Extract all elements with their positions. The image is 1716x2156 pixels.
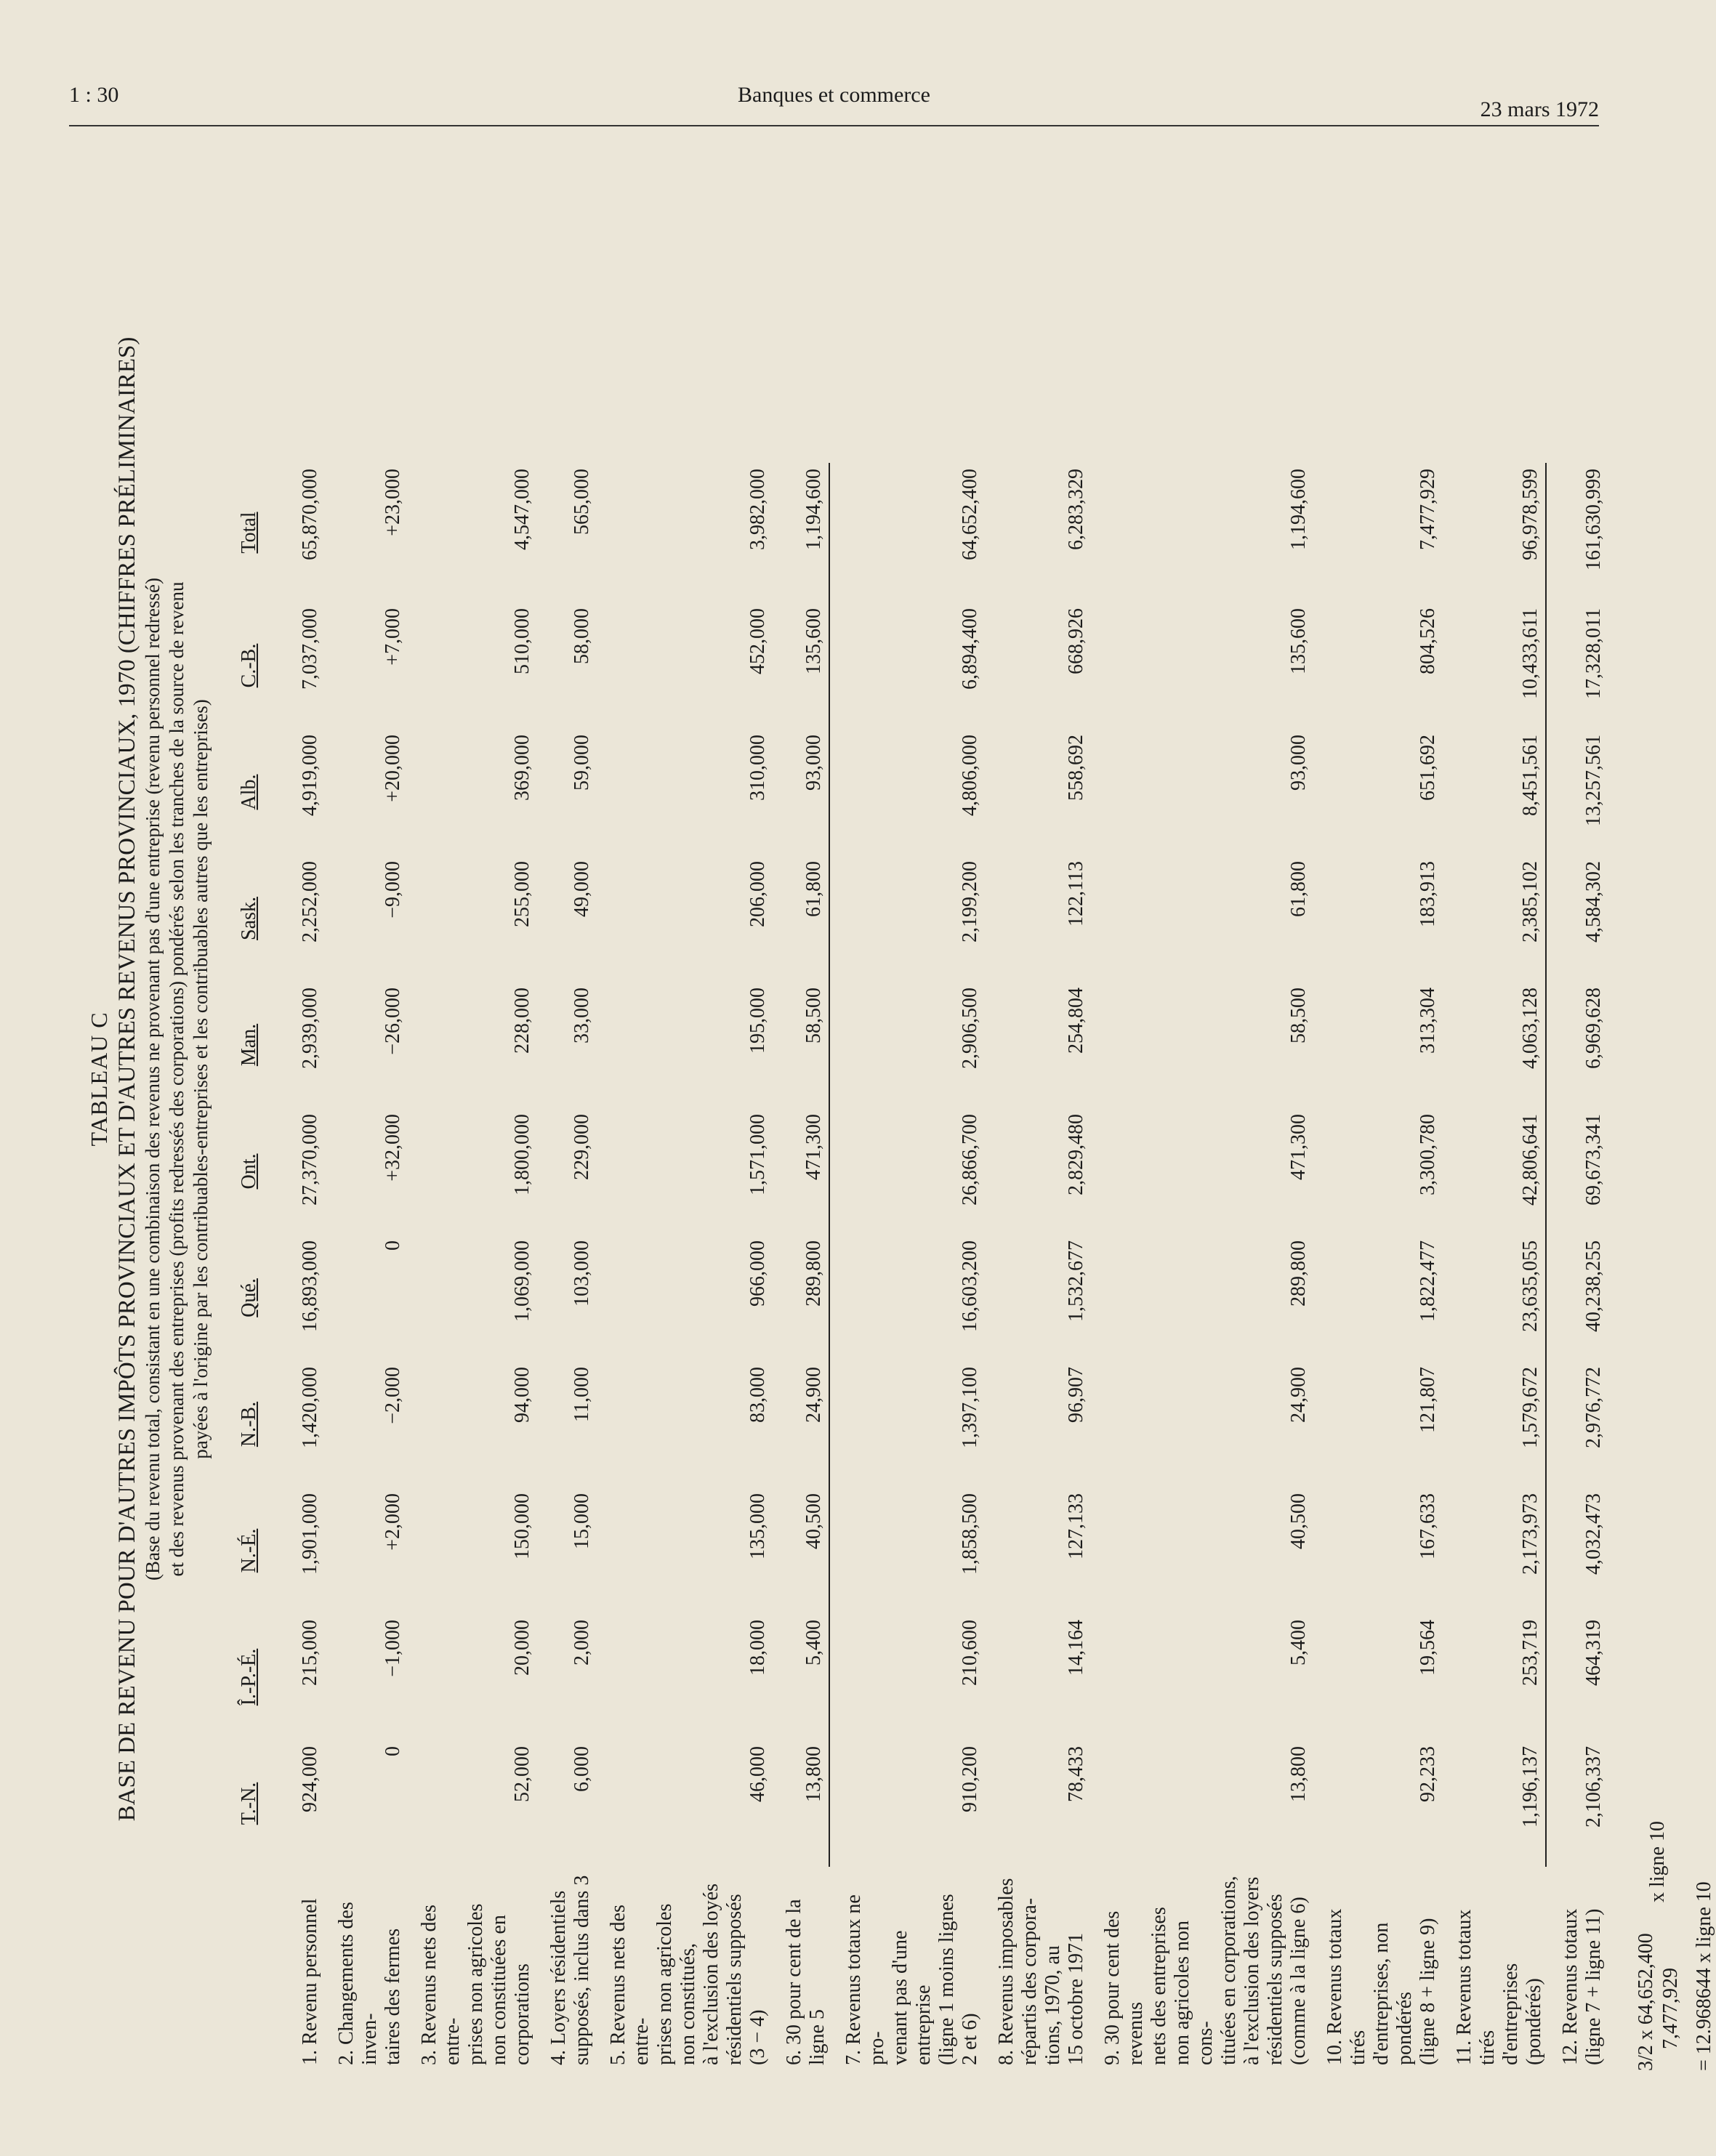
- cell-value: 61,800: [1287, 861, 1310, 917]
- publication-title: Banques et commerce: [738, 83, 930, 107]
- cell-value: +2,000: [382, 1493, 404, 1551]
- cell-value: 966,000: [746, 1240, 769, 1307]
- cell-value: +20,000: [382, 735, 404, 802]
- cell-value: 16,603,200: [959, 1240, 981, 1332]
- cell-value: 58,500: [1287, 988, 1310, 1043]
- table-row: [1088, 463, 1310, 2071]
- cell-value: 96,907: [1065, 1367, 1087, 1423]
- cell-value: 1,420,000: [299, 1367, 321, 1448]
- row-label: 3. Revenus nets des entre- prises non agricoles non constituées en corporations: [418, 1903, 533, 2065]
- cell-value: 0: [382, 1240, 404, 1251]
- cell-value: 206,000: [746, 861, 769, 927]
- row-label: 11. Revenus totaux tirés d'entreprises (pondérés): [1453, 1909, 1545, 2065]
- cell-value: 1,069,000: [511, 1240, 533, 1322]
- cell-value: 92,233: [1417, 1746, 1439, 1802]
- cell-value: 1,858,500: [959, 1493, 981, 1575]
- cell-value: 11,000: [571, 1367, 593, 1422]
- cell-value: −1,000: [382, 1620, 404, 1677]
- cell-value: 19,564: [1417, 1620, 1439, 1676]
- cell-value: 0: [382, 1746, 404, 1756]
- cell-value: 14,164: [1065, 1620, 1087, 1676]
- page-date: 23 mars 1972: [1480, 97, 1599, 121]
- cell-value: 369,000: [511, 735, 533, 801]
- cell-value: 58,500: [770, 982, 829, 1108]
- cell-value: 253,719: [1440, 1614, 1546, 1740]
- table-row: [982, 463, 1088, 2071]
- table-row: [829, 463, 982, 2071]
- row-label: 5. Revenus nets des entre- prises non agricoles non constitués, à l'exclusion des loyés résidentiels supposés (3 − 4): [607, 1884, 769, 2065]
- row-label: 4. Loyers résidentiels supposés, inclus dans 3: [547, 1875, 593, 2065]
- cell-value: 20,000: [511, 1620, 533, 1676]
- cell-value: 1,196,137: [1440, 1740, 1546, 1867]
- cell-value: 464,319: [1582, 1620, 1605, 1686]
- cell-value: 78,433: [1065, 1746, 1087, 1802]
- cell-value: 135,600: [1287, 608, 1310, 674]
- cell-value: 4,032,473: [1582, 1493, 1605, 1575]
- row-label: 6. 30 pour cent de la ligne 5: [783, 1899, 829, 2065]
- row-label: 2. Changements des inven- taires des fermes: [335, 1902, 404, 2065]
- table-title: BASE DE REVENU POUR D'AUTRES IMPÔTS PROVINCIAUX ET D'AUTRES REVENUS PROVINCIAUX, 1970 (CHIFFRES PRÉLIMINAIRES): [114, 336, 140, 1822]
- cell-value: 83,000: [746, 1367, 769, 1423]
- cell-value: 510,000: [511, 608, 533, 674]
- cell-value: 7,037,000: [299, 608, 321, 690]
- cell-value: 6,894,400: [959, 608, 981, 690]
- cell-value: 565,000: [571, 469, 593, 535]
- table-row: [405, 463, 534, 2071]
- column-header-row: [235, 463, 286, 2071]
- cell-value: 313,304: [1417, 988, 1439, 1054]
- cell-value: 61,800: [770, 855, 829, 982]
- cell-value: 1,194,600: [1287, 469, 1310, 550]
- calc-denominator: 7,477,929: [1659, 1968, 1682, 2049]
- col-header: Alb.: [238, 774, 260, 810]
- cell-value: 1,571,000: [746, 1114, 769, 1195]
- cell-value: 161,630,999: [1582, 469, 1605, 570]
- cell-value: 135,000: [746, 1493, 769, 1559]
- cell-value: 103,000: [571, 1240, 593, 1307]
- cell-value: 1,800,000: [511, 1114, 533, 1195]
- label-header: [235, 1867, 286, 2071]
- calc-numerator: 3/2 x 64,652,400: [1635, 1933, 1657, 2071]
- cell-value: 195,000: [746, 988, 769, 1054]
- col-header: Ont.: [238, 1153, 260, 1190]
- weighting-calculation: [1635, 80, 1716, 2071]
- col-header: C.-B.: [238, 643, 260, 688]
- cell-value: 121,807: [1417, 1367, 1439, 1433]
- cell-value: 93,000: [1287, 735, 1310, 791]
- cell-value: 5,400: [770, 1614, 829, 1740]
- cell-value: 40,238,255: [1582, 1240, 1605, 1332]
- col-header: Man.: [238, 1023, 260, 1067]
- cell-value: 2,385,102: [1440, 855, 1546, 982]
- calc-suffix: x ligne 10: [1646, 1821, 1669, 1902]
- cell-value: 229,000: [571, 1114, 593, 1180]
- cell-value: 150,000: [511, 1493, 533, 1559]
- table-row: [1440, 463, 1546, 2071]
- cell-value: 471,300: [1287, 1114, 1310, 1180]
- cell-value: 23,635,055: [1440, 1235, 1546, 1361]
- income-table: [235, 463, 1606, 2071]
- cell-value: 7,477,929: [1417, 469, 1439, 550]
- cell-value: 2,906,500: [959, 988, 981, 1069]
- cell-value: 24,900: [1287, 1367, 1310, 1423]
- col-header: N.-É.: [238, 1528, 260, 1573]
- cell-value: 17,328,011: [1582, 608, 1605, 699]
- cell-value: 13,800: [770, 1740, 829, 1867]
- table-subtitle-1: (Base du revenu total, consistant en une combinaison des revenus ne provenant pas d'une entreprise (revenu personnel redressé): [142, 578, 164, 1580]
- cell-value: 1,532,677: [1065, 1240, 1087, 1322]
- cell-value: 228,000: [511, 988, 533, 1054]
- cell-value: +23,000: [382, 469, 404, 536]
- cell-value: 289,800: [770, 1235, 829, 1361]
- cell-value: 210,600: [959, 1620, 981, 1686]
- cell-value: 52,000: [511, 1746, 533, 1802]
- cell-value: 6,283,329: [1065, 469, 1087, 550]
- cell-value: 49,000: [571, 861, 593, 917]
- cell-value: 135,600: [770, 602, 829, 729]
- col-header: Î.-P.-É.: [238, 1648, 260, 1706]
- cell-value: 1,901,000: [299, 1493, 321, 1575]
- col-header: T.-N.: [238, 1782, 260, 1825]
- cell-value: 4,063,128: [1440, 982, 1546, 1108]
- table-row: [286, 463, 322, 2071]
- page-number: 1 : 30: [69, 83, 119, 107]
- cell-value: 96,978,599: [1440, 463, 1546, 602]
- cell-value: 40,500: [1287, 1493, 1310, 1549]
- cell-value: 2,106,337: [1582, 1746, 1605, 1828]
- row-label: 10. Revenus totaux tirés d'entreprises, non pondérés (ligne 8 + ligne 9): [1324, 1908, 1439, 2065]
- cell-value: 18,000: [746, 1620, 769, 1676]
- cell-value: 58,000: [571, 608, 593, 664]
- table-body: [286, 463, 1606, 2071]
- cell-value: 13,257,561: [1582, 735, 1605, 826]
- table-row: [594, 463, 770, 2071]
- cell-value: 2,252,000: [299, 861, 321, 942]
- cell-value: 471,300: [770, 1108, 829, 1235]
- cell-value: 910,200: [959, 1746, 981, 1812]
- cell-value: 94,000: [511, 1367, 533, 1423]
- table-subtitle-3: payées à l'origine par les contribuables-entreprises et les contribuables autres que les entreprises): [190, 699, 212, 1459]
- cell-value: 4,584,302: [1582, 861, 1605, 942]
- cell-value: 924,000: [299, 1746, 321, 1812]
- cell-value: 5,400: [1287, 1620, 1310, 1666]
- cell-value: 26,866,700: [959, 1114, 981, 1206]
- cell-value: 255,000: [511, 861, 533, 927]
- row-label: 1. Revenu personnel: [299, 1898, 321, 2065]
- cell-value: 40,500: [770, 1487, 829, 1614]
- cell-value: 2,199,200: [959, 861, 981, 942]
- cell-value: 8,451,561: [1440, 729, 1546, 855]
- cell-value: 69,673,341: [1582, 1114, 1605, 1206]
- cell-value: 15,000: [571, 1493, 593, 1549]
- cell-value: 33,000: [571, 988, 593, 1043]
- cell-value: 4,547,000: [511, 469, 533, 550]
- cell-value: 215,000: [299, 1620, 321, 1686]
- table-row: [322, 463, 405, 2071]
- table-titles: [86, 80, 213, 2078]
- col-header: N.-B.: [238, 1401, 260, 1448]
- cell-value: 16,893,000: [299, 1240, 321, 1332]
- cell-value: −2,000: [382, 1367, 404, 1424]
- cell-value: 167,633: [1417, 1493, 1439, 1559]
- cell-value: 558,692: [1065, 735, 1087, 801]
- cell-value: 65,870,000: [299, 469, 321, 560]
- cell-value: 6,969,628: [1582, 988, 1605, 1069]
- cell-value: 59,000: [571, 735, 593, 791]
- cell-value: 93,000: [770, 729, 829, 855]
- cell-value: 183,913: [1417, 861, 1439, 927]
- cell-value: −26,000: [382, 988, 404, 1055]
- table-row: [770, 463, 829, 2071]
- cell-value: 2,000: [571, 1620, 593, 1666]
- cell-value: 254,804: [1065, 988, 1087, 1054]
- cell-value: 27,370,000: [299, 1114, 321, 1206]
- cell-value: +32,000: [382, 1114, 404, 1182]
- cell-value: 4,919,000: [299, 735, 321, 816]
- cell-value: +7,000: [382, 608, 404, 666]
- table-label: TABLEAU C: [86, 1012, 112, 1147]
- cell-value: 10,433,611: [1440, 602, 1546, 729]
- cell-value: 127,133: [1065, 1493, 1087, 1559]
- cell-value: 3,300,780: [1417, 1114, 1439, 1195]
- calc-result: = 12.968644 x ligne 10: [1693, 1881, 1715, 2071]
- cell-value: 13,800: [1287, 1746, 1310, 1802]
- col-header: Total: [238, 512, 260, 554]
- cell-value: 668,926: [1065, 608, 1087, 674]
- cell-value: 4,806,000: [959, 735, 981, 816]
- col-header: Sask.: [238, 897, 260, 940]
- cell-value: 1,397,100: [959, 1367, 981, 1448]
- col-header: Qué.: [238, 1278, 260, 1317]
- cell-value: 3,982,000: [746, 469, 769, 550]
- table-row: [1310, 463, 1440, 2071]
- row-label: 7. Revenus totaux ne pro- venant pas d'une entreprise (ligne 1 moins lignes 2 et 6): [842, 1894, 981, 2065]
- cell-value: 651,692: [1417, 735, 1439, 801]
- cell-value: 310,000: [746, 735, 769, 801]
- cell-value: 46,000: [746, 1746, 769, 1802]
- table-row: [1546, 463, 1606, 2071]
- cell-value: 64,652,400: [959, 469, 981, 560]
- table-row: [534, 463, 594, 2071]
- cell-value: 24,900: [770, 1361, 829, 1487]
- cell-value: 42,806,641: [1440, 1108, 1546, 1235]
- cell-value: 1,579,672: [1440, 1361, 1546, 1487]
- row-label: 9. 30 pour cent des revenus nets des entreprises non agricoles non cons- tituées en corporations, à l'exclusion des loyers résidentiels supposés (comme à la ligne 6): [1101, 1876, 1310, 2065]
- cell-value: 2,173,973: [1440, 1487, 1546, 1614]
- cell-value: 2,939,000: [299, 988, 321, 1069]
- row-label: 12. Revenus totaux (ligne 7 + ligne 11): [1559, 1908, 1605, 2065]
- cell-value: 6,000: [571, 1746, 593, 1792]
- cell-value: 289,800: [1287, 1240, 1310, 1307]
- table-subtitle-2: et des revenus provenant des entreprises (profits redressés des corporations) pondérés selon les tranches de la source de revenu: [166, 581, 188, 1577]
- row-label: 8. Revenus imposables répartis des corpora- tions, 1970, au 15 octobre 1971: [995, 1878, 1087, 2065]
- cell-value: −9,000: [382, 861, 404, 918]
- cell-value: 1,822,477: [1417, 1240, 1439, 1322]
- cell-value: 2,976,772: [1582, 1367, 1605, 1448]
- cell-value: 1,194,600: [770, 463, 829, 602]
- cell-value: 2,829,480: [1065, 1114, 1087, 1195]
- cell-value: 452,000: [746, 608, 769, 674]
- cell-value: 122,113: [1065, 861, 1087, 926]
- cell-value: 804,526: [1417, 608, 1439, 674]
